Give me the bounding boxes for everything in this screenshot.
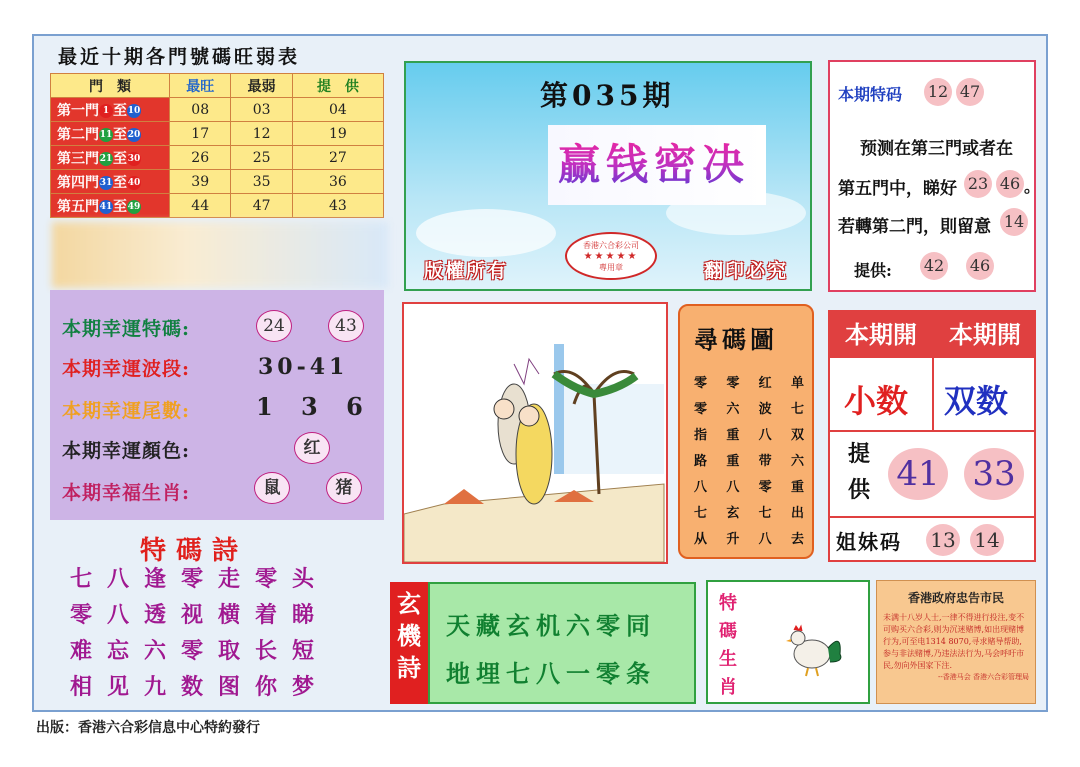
header-give: 提 供	[292, 74, 383, 98]
lucky-color-label: 本期幸運顏色:	[62, 440, 191, 462]
issue-number: 第035期	[540, 79, 675, 112]
company-seal: 香港六合彩公司 ★★★★★ 專用章	[565, 232, 657, 280]
range-end-ball: 20	[127, 129, 141, 140]
cold-value: 03	[231, 98, 292, 122]
blurred-banner	[52, 222, 388, 288]
list-item: 零 六 波 七	[694, 402, 804, 417]
couple-illustration	[404, 304, 666, 562]
range-end-ball: 40	[127, 177, 141, 188]
row-label: 第四門	[57, 174, 99, 191]
seek-code-panel	[678, 304, 814, 559]
open-give-ball: 33	[964, 448, 1024, 500]
range-start-ball: 31	[99, 177, 113, 188]
range-start-ball: 11	[99, 129, 113, 140]
lucky-special-label: 本期幸運特碼:	[62, 318, 191, 340]
list-item: 八 八 零 重	[694, 480, 804, 495]
open-give-ball: 41	[888, 448, 948, 500]
xuan-line-1: 天藏玄机六零同	[446, 611, 656, 640]
notice-footer: --香港马会 香港六合彩管理局	[938, 673, 1029, 681]
cold-value: 12	[231, 122, 292, 146]
illustration-panel	[402, 302, 668, 564]
special-panel	[828, 60, 1041, 292]
cold-value: 25	[231, 146, 292, 170]
special-ball: 12	[924, 78, 952, 106]
range-to: 至	[113, 150, 127, 167]
poem-line: 零八透视横着睇	[70, 602, 330, 628]
prediction-ball: 23	[964, 170, 992, 198]
lucky-tail-label: 本期幸運尾數:	[62, 400, 191, 422]
seal-text: 香港六合彩公司	[583, 241, 639, 250]
open-panel	[828, 310, 1036, 562]
slogan-text: 赢钱密决	[548, 125, 766, 205]
government-notice	[876, 580, 1036, 704]
zodiac-label: 特碼生肖	[719, 593, 737, 698]
range-start-ball: 41	[99, 201, 113, 212]
list-item: 从 升 八 去	[694, 532, 804, 547]
poem-line: 七八逢零走零头	[70, 566, 330, 592]
notice-body: 未满十八岁人士,一律不得进行投注,变不可购买六合彩,则为沉迷赌博,如出现赌博行为,可至电1314 8070,寻求赌导帮助,参与非法赌博,乃违法法行为,马会呼吁市民,勿向外国家下注.	[883, 613, 1025, 670]
copyright-left: 版權所有	[424, 260, 509, 282]
lucky-zodiac-value: 鼠	[254, 472, 290, 504]
give-value: 27	[292, 146, 383, 170]
table-row	[51, 98, 384, 122]
table-row	[51, 194, 384, 218]
prediction-ball: 14	[1000, 208, 1028, 236]
copyright-right: 翻印必究	[704, 260, 789, 282]
hot-value: 44	[170, 194, 231, 218]
special-label: 本期特码	[838, 85, 903, 104]
special-ball: 47	[956, 78, 984, 106]
lucky-special-ball: 43	[328, 310, 364, 342]
row-label: 第二門	[57, 126, 99, 143]
row-label: 第三門	[57, 150, 99, 167]
prediction-line-2: 第五門中，睇好	[838, 179, 957, 199]
slogan-box	[548, 125, 766, 205]
range-end-ball: 49	[127, 201, 141, 212]
row-label: 第一門	[57, 102, 99, 119]
hot-value: 08	[170, 98, 231, 122]
poem-block	[50, 562, 376, 706]
table-row	[51, 146, 384, 170]
lucky-zodiac-value: 猪	[326, 472, 362, 504]
poem-line: 难忘六零取长短	[70, 638, 330, 664]
sister-label: 姐妹码	[836, 530, 902, 554]
table-row	[51, 122, 384, 146]
open-give-label: 提供	[848, 441, 871, 503]
prediction-line-3: 若轉第二門，則留意	[838, 217, 991, 237]
seek-title: 尋碼圖	[694, 325, 778, 354]
open-header-2: 本期開	[934, 312, 1036, 358]
range-to: 至	[113, 198, 127, 215]
open-header-1: 本期開	[830, 312, 932, 358]
publisher-footer: 出版：香港六合彩信息中心特約發行	[36, 720, 260, 736]
rooster-icon	[782, 618, 852, 678]
xuan-tag: 玄機詩	[390, 582, 428, 704]
sister-ball: 14	[970, 524, 1004, 556]
cold-value: 35	[231, 170, 292, 194]
give-value: 43	[292, 194, 383, 218]
poem-line: 相见九数图你梦	[70, 674, 330, 700]
lucky-tail-value: 1 3 6	[256, 392, 373, 421]
hot-value: 26	[170, 146, 231, 170]
lucky-zodiac-label: 本期幸福生肖:	[62, 482, 191, 504]
zodiac-box	[706, 580, 870, 704]
row-label: 第五門	[57, 198, 99, 215]
range-to: 至	[113, 126, 127, 143]
rank-table-title: 最近十期各門號碼旺弱表	[58, 46, 301, 68]
give-label: 提供:	[854, 261, 892, 280]
rank-table	[50, 73, 384, 218]
give-value: 19	[292, 122, 383, 146]
seal-sub: 專用章	[599, 263, 623, 272]
range-start-ball: 21	[99, 153, 113, 164]
table-row	[51, 170, 384, 194]
rank-table-header	[51, 74, 384, 98]
range-to: 至	[113, 102, 127, 119]
prediction-line-1: 预测在第三門或者在	[860, 139, 1013, 159]
open-value-2: 双数	[944, 382, 1009, 420]
hot-value: 17	[170, 122, 231, 146]
range-end-ball: 10	[127, 105, 141, 116]
seek-grid	[694, 372, 804, 554]
list-item: 指 重 八 双	[694, 428, 804, 443]
list-item: 零 零 红 单	[694, 376, 804, 391]
sister-ball: 13	[926, 524, 960, 556]
lucky-wave-label: 本期幸運波段:	[62, 358, 191, 380]
open-value-1: 小数	[844, 382, 909, 420]
poem-title: 特碼詩	[140, 536, 249, 566]
lucky-panel	[50, 290, 384, 520]
give-value: 36	[292, 170, 383, 194]
range-end-ball: 30	[127, 153, 141, 164]
prediction-ball: 46	[996, 170, 1024, 198]
xuan-line-2: 地埋七八一零条	[446, 659, 656, 688]
prediction-line-2-end: 。	[1024, 177, 1041, 196]
cold-value: 47	[231, 194, 292, 218]
lucky-color-value: 红	[294, 432, 330, 464]
list-item: 七 玄 七 出	[694, 506, 804, 521]
range-start-ball: 1	[99, 104, 113, 118]
header-cold: 最弱	[231, 74, 292, 98]
hot-value: 39	[170, 170, 231, 194]
header-category: 門 類	[51, 74, 170, 98]
header-hot: 最旺	[170, 74, 231, 98]
give-ball: 46	[966, 252, 994, 280]
give-value: 04	[292, 98, 383, 122]
lucky-wave-value: 30-41	[258, 354, 349, 380]
xuan-poem	[428, 582, 696, 704]
notice-title: 香港政府忠告市民	[907, 591, 1004, 605]
range-to: 至	[113, 174, 127, 191]
lucky-special-ball: 24	[256, 310, 292, 342]
give-ball: 42	[920, 252, 948, 280]
list-item: 路 重 带 六	[694, 454, 804, 469]
